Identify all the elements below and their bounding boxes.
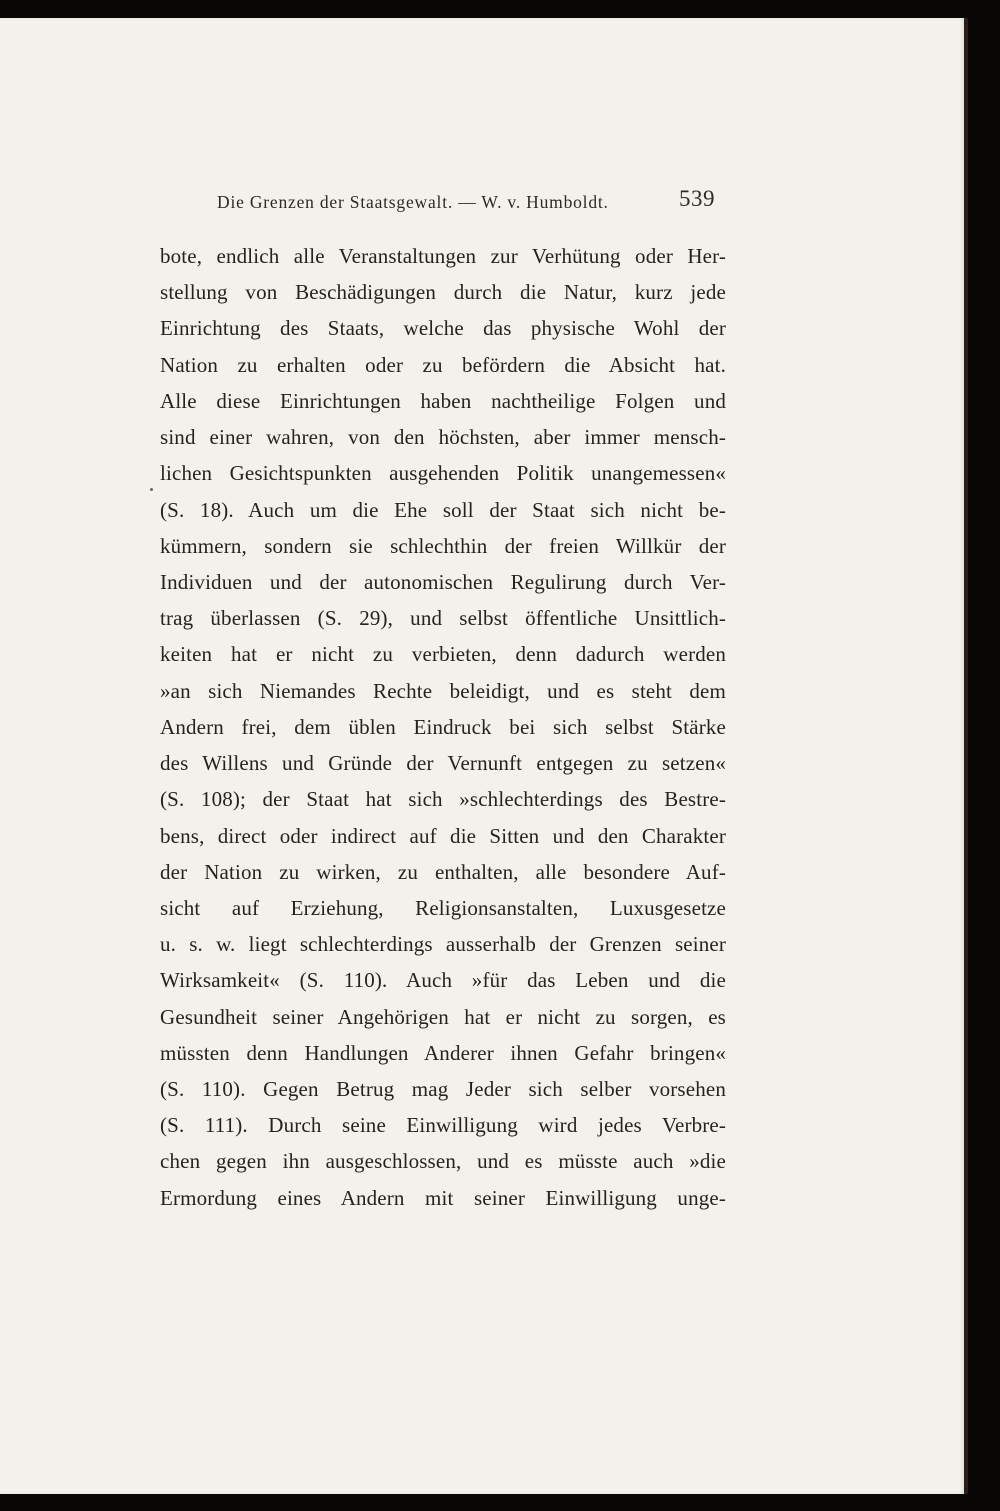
text-line: (S. 110). Gegen Betrug mag Jeder sich selber vorsehen (160, 1077, 726, 1102)
text-line: (S. 111). Durch seine Einwilligung wird jedes Verbre- (160, 1113, 726, 1138)
text-line: (S. 108); der Staat hat sich »schlechterdings des Bestre- (160, 787, 726, 812)
text-line: Nation zu erhalten oder zu befördern die Absicht hat. (160, 352, 726, 377)
text-line: trag überlassen (S. 29), und selbst öffentliche Unsittlich- (160, 606, 726, 631)
text-line: kümmern, sondern sie schlechthin der freien Willkür der (160, 533, 726, 558)
text-line: Einrichtung des Staats, welche das physische Wohl der (160, 316, 726, 341)
text-line: Individuen und der autonomischen Regulirung durch Ver- (160, 569, 726, 594)
text-line: Ermordung eines Andern mit seiner Einwilligung unge- (160, 1185, 726, 1210)
text-line: Andern frei, dem üblen Eindruck bei sich selbst Stärke (160, 714, 726, 739)
text-line: der Nation zu wirken, zu enthalten, alle besondere Auf- (160, 859, 726, 884)
text-line: u. s. w. liegt schlechterdings ausserhalb der Grenzen seiner (160, 932, 726, 957)
page-number: 539 (679, 186, 715, 211)
page-edge (964, 18, 968, 1494)
text-line: sind einer wahren, von den höchsten, aber immer mensch- (160, 425, 726, 450)
text-line: chen gegen ihn ausgeschlossen, und es müsste auch »die (160, 1149, 726, 1174)
paper-speck (150, 488, 153, 491)
text-line: (S. 18). Auch um die Ehe soll der Staat sich nicht be- (160, 497, 726, 522)
text-line: Gesundheit seiner Angehörigen hat er nicht zu sorgen, es (160, 1004, 726, 1029)
text-line: bote, endlich alle Veranstaltungen zur Verhütung oder Her- (160, 244, 726, 268)
text-line: Wirksamkeit« (S. 110). Auch »für das Leben und die (160, 968, 726, 993)
running-head (217, 188, 715, 218)
text-line: müssten denn Handlungen Anderer ihnen Gefahr bringen« (160, 1040, 726, 1065)
text-line: bens, direct oder indirect auf die Sitten und den Charakter (160, 823, 726, 848)
text-line: lichen Gesichtspunkten ausgehenden Politik unangemessen« (160, 461, 726, 486)
text-line: keiten hat er nicht zu verbieten, denn dadurch werden (160, 642, 726, 667)
text-line: »an sich Niemandes Rechte beleidigt, und es steht dem (160, 678, 726, 703)
body-text (160, 238, 726, 1216)
text-line: des Willens und Gründe der Vernunft entgegen zu setzen« (160, 751, 726, 776)
text-line: stellung von Beschädigungen durch die Natur, kurz jede (160, 280, 726, 305)
text-line: sicht auf Erziehung, Religionsanstalten, Luxusgesetze (160, 895, 726, 920)
text-line: Alle diese Einrichtungen haben nachtheilige Folgen und (160, 388, 726, 413)
running-title: Die Grenzen der Staatsgewalt. — W. v. Humboldt. (217, 192, 609, 212)
